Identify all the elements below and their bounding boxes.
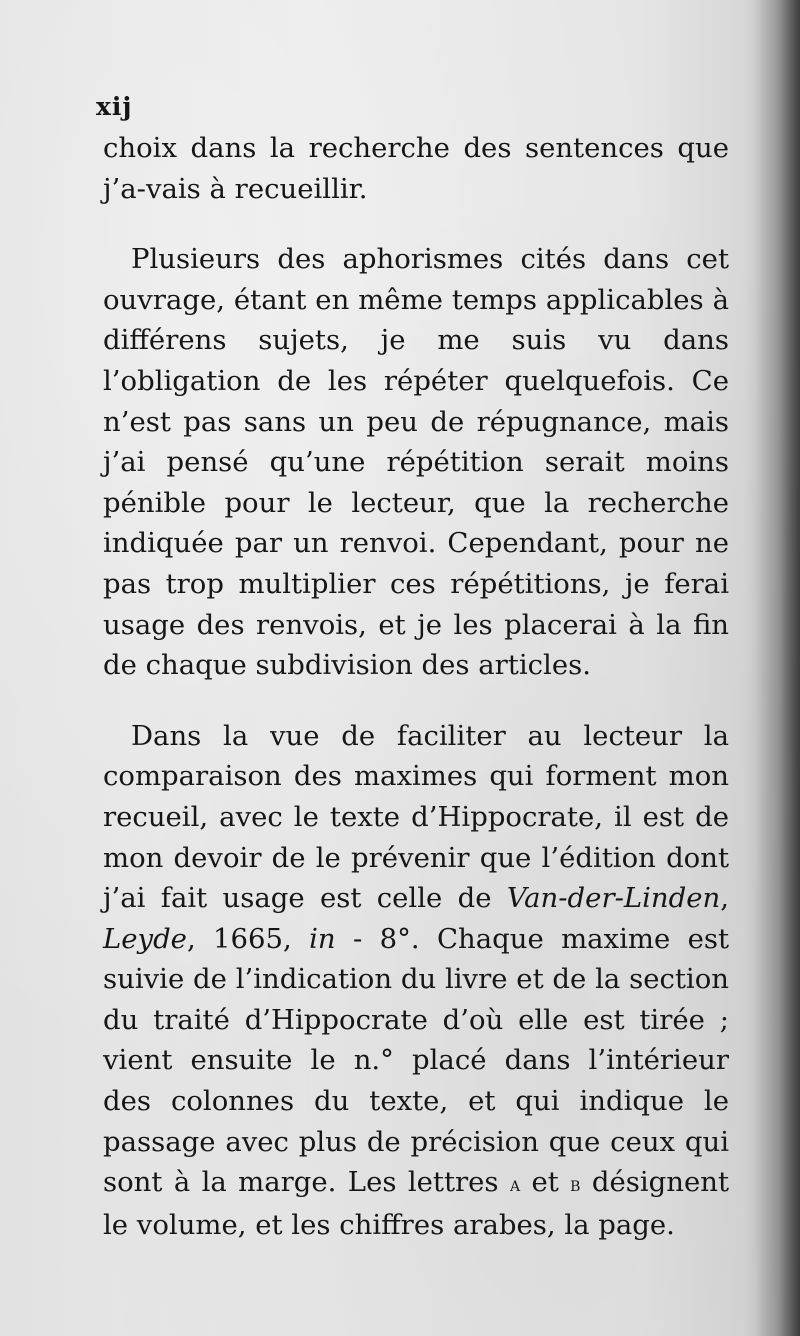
page-number: xij (96, 92, 133, 121)
text-run: , (720, 882, 729, 915)
body-text (103, 128, 729, 1245)
paragraph-continued (103, 128, 729, 209)
italic-text: Van-der-Linden (506, 882, 721, 915)
text-run: Plusieurs des aphorismes cités dans cet ouvrage, étant en même temps applicables à différens sujets, je me suis vu dans l’obligation de les répéter quelquefois. Ce n’est pas sans un peu de répugnance, mais j’ai pensé qu’une répétition serait moins pénible pour le lecteur, que la recherche indiquée par un renvoi. Cependant, pour ne pas trop multiplier ces répétitions, je ferai usage des renvois, et je les placerai à la fin de chaque subdivision des articles. (103, 243, 729, 682)
small-caps-text: b (570, 1172, 581, 1197)
text-run: choix dans la recherche des sentences que j’a-vais à recueillir. (103, 132, 729, 205)
text-run: , 1665, (186, 922, 310, 955)
small-caps-text: a (509, 1172, 521, 1197)
paragraph-repetitions (103, 239, 729, 686)
paragraph-edition (103, 716, 729, 1246)
text-run: et (520, 1166, 571, 1199)
page-gutter-shadow (755, 0, 800, 1336)
italic-text: in (309, 922, 336, 955)
text-run: - 8°. Chaque maxime est suivie de l’indication du livre et de la section du traité d’Hippocrate d’où elle est tirée ; vient ensuite le n.° placé dans l’intérieur des colonnes du texte, et qui indique le passage avec plus de précision que ceux qui sont à la marge. Les lettres (103, 922, 730, 1199)
text-run: désignent le volume, et les chiffres arabes, la page. (103, 1166, 729, 1241)
italic-text: Leyde (103, 922, 187, 955)
text-run: Dans la vue de faciliter au lecteur la comparaison des maximes qui forment mon recueil, avec le texte d’Hippocrate, il est de mon devoir de le prévenir que l’édition dont j’ai fait usage est celle de (103, 719, 729, 915)
